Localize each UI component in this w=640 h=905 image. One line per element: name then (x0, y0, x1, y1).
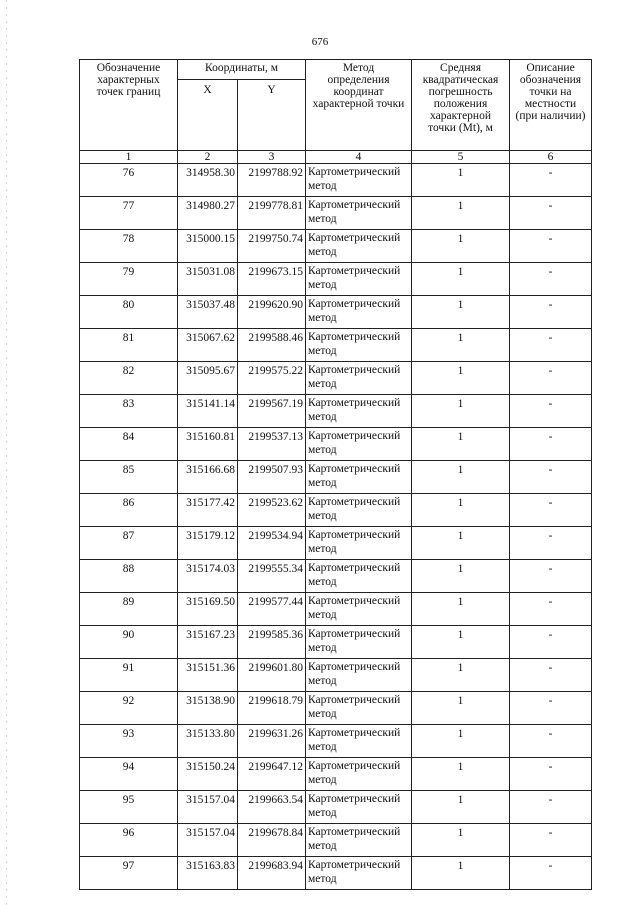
description-cell: - (510, 791, 592, 824)
boundary-points-table (79, 59, 592, 890)
description-cell: - (510, 857, 592, 890)
method-cell (306, 263, 412, 296)
header-precision-line: положения (433, 98, 488, 110)
header-point-line: характерных (97, 74, 160, 86)
y-coordinate-cell: 2199750.74 (238, 230, 306, 263)
header-description (510, 60, 592, 151)
description-cell: - (510, 197, 592, 230)
column-index: 6 (510, 151, 592, 164)
precision-cell: 1 (412, 263, 510, 296)
table-row (80, 197, 592, 230)
column-index: 3 (238, 151, 306, 164)
header-description-line: местности (524, 98, 577, 110)
point-id-cell: 77 (80, 197, 178, 230)
column-index: 4 (306, 151, 412, 164)
point-id-cell: 94 (80, 758, 178, 791)
method-line: метод (308, 444, 337, 456)
y-coordinate-cell: 2199555.34 (238, 560, 306, 593)
table-row (80, 659, 592, 692)
point-id-cell: 81 (80, 329, 178, 362)
description-cell: - (510, 296, 592, 329)
x-coordinate-cell: 315174.03 (178, 560, 238, 593)
method-cell (306, 857, 412, 890)
header-point-line: точек границ (96, 86, 161, 98)
method-line: Картометрический (308, 595, 401, 607)
precision-cell: 1 (412, 692, 510, 725)
method-cell (306, 593, 412, 626)
x-coordinate-cell: 315179.12 (178, 527, 238, 560)
precision-cell: 1 (412, 791, 510, 824)
method-line: Картометрический (308, 397, 401, 409)
method-cell (306, 692, 412, 725)
column-index: 2 (178, 151, 238, 164)
method-line: Картометрический (308, 760, 401, 772)
method-line: метод (308, 279, 337, 291)
method-line: метод (308, 543, 337, 555)
table-row (80, 395, 592, 428)
x-coordinate-cell: 315157.04 (178, 824, 238, 857)
table-row (80, 527, 592, 560)
method-line: метод (308, 609, 337, 621)
description-cell: - (510, 758, 592, 791)
header-precision-line: точки (Mt), м (428, 122, 493, 134)
method-cell (306, 659, 412, 692)
table-row (80, 791, 592, 824)
method-cell (306, 791, 412, 824)
description-cell: - (510, 395, 592, 428)
method-line: Картометрический (308, 265, 401, 277)
table-row (80, 362, 592, 395)
y-coordinate-cell: 2199673.15 (238, 263, 306, 296)
point-id-cell: 78 (80, 230, 178, 263)
precision-cell: 1 (412, 296, 510, 329)
y-coordinate-cell: 2199537.13 (238, 428, 306, 461)
method-cell (306, 329, 412, 362)
method-line: метод (308, 213, 337, 225)
y-coordinate-cell: 2199534.94 (238, 527, 306, 560)
point-id-cell: 97 (80, 857, 178, 890)
x-coordinate-cell: 315000.15 (178, 230, 238, 263)
precision-cell: 1 (412, 725, 510, 758)
precision-cell: 1 (412, 560, 510, 593)
column-index-row (80, 151, 592, 164)
method-line: Картометрический (308, 331, 401, 343)
header-precision-line: Средняя (440, 62, 481, 74)
description-cell: - (510, 692, 592, 725)
method-cell (306, 428, 412, 461)
method-cell (306, 296, 412, 329)
method-line: метод (308, 675, 337, 687)
precision-cell: 1 (412, 824, 510, 857)
method-line: метод (308, 378, 337, 390)
y-coordinate-cell: 2199647.12 (238, 758, 306, 791)
method-line: Картометрический (308, 727, 401, 739)
method-cell (306, 164, 412, 197)
description-cell: - (510, 725, 592, 758)
description-cell: - (510, 461, 592, 494)
header-method-line: определения (327, 74, 390, 86)
x-coordinate-cell: 315157.04 (178, 791, 238, 824)
table-row (80, 560, 592, 593)
y-coordinate-cell: 2199507.93 (238, 461, 306, 494)
header-row-1 (80, 60, 592, 80)
x-coordinate-cell: 315141.14 (178, 395, 238, 428)
table-row (80, 857, 592, 890)
precision-cell: 1 (412, 758, 510, 791)
method-cell (306, 758, 412, 791)
y-coordinate-cell: 2199631.26 (238, 725, 306, 758)
header-y: Y (238, 80, 306, 151)
x-coordinate-cell: 314958.30 (178, 164, 238, 197)
method-line: метод (308, 345, 337, 357)
header-x: X (178, 80, 238, 151)
y-coordinate-cell: 2199575.22 (238, 362, 306, 395)
y-coordinate-cell: 2199523.62 (238, 494, 306, 527)
point-id-cell: 83 (80, 395, 178, 428)
x-coordinate-cell: 315167.23 (178, 626, 238, 659)
x-coordinate-cell: 315138.90 (178, 692, 238, 725)
x-coordinate-cell: 315095.67 (178, 362, 238, 395)
precision-cell: 1 (412, 527, 510, 560)
description-cell: - (510, 560, 592, 593)
method-line: метод (308, 774, 337, 786)
header-point (80, 60, 178, 151)
y-coordinate-cell: 2199588.46 (238, 329, 306, 362)
header-precision (412, 60, 510, 151)
header-method-line: координат (333, 86, 384, 98)
table-row (80, 494, 592, 527)
x-coordinate-cell: 315166.68 (178, 461, 238, 494)
method-line: Картометрический (308, 199, 401, 211)
page-number: 676 (311, 36, 329, 48)
description-cell: - (510, 362, 592, 395)
precision-cell: 1 (412, 428, 510, 461)
method-line: Картометрический (308, 463, 401, 475)
method-line: метод (308, 576, 337, 588)
header-precision-line: характерной (430, 110, 491, 122)
method-line: метод (308, 180, 337, 192)
point-id-cell: 76 (80, 164, 178, 197)
method-cell (306, 395, 412, 428)
header-precision-line: квадратическая (422, 74, 499, 86)
precision-cell: 1 (412, 461, 510, 494)
x-coordinate-cell: 315133.80 (178, 725, 238, 758)
y-coordinate-cell: 2199620.90 (238, 296, 306, 329)
description-cell: - (510, 593, 592, 626)
point-id-cell: 90 (80, 626, 178, 659)
method-line: Картометрический (308, 364, 401, 376)
description-cell: - (510, 494, 592, 527)
method-cell (306, 230, 412, 263)
x-coordinate-cell: 315160.81 (178, 428, 238, 461)
method-line: Картометрический (308, 859, 401, 871)
header-point-line: Обозначение (96, 62, 161, 74)
method-line: Картометрический (308, 793, 401, 805)
y-coordinate-cell: 2199788.92 (238, 164, 306, 197)
table-row (80, 758, 592, 791)
x-coordinate-cell: 315037.48 (178, 296, 238, 329)
description-cell: - (510, 659, 592, 692)
table-row (80, 428, 592, 461)
point-id-cell: 80 (80, 296, 178, 329)
method-line: Картометрический (308, 166, 401, 178)
scan-edge-artifact (6, 0, 7, 905)
method-cell (306, 362, 412, 395)
y-coordinate-cell: 2199585.36 (238, 626, 306, 659)
point-id-cell: 86 (80, 494, 178, 527)
method-line: метод (308, 807, 337, 819)
method-cell (306, 494, 412, 527)
method-line: Картометрический (308, 562, 401, 574)
header-description-line: Описание (526, 62, 575, 74)
x-coordinate-cell: 315067.62 (178, 329, 238, 362)
x-coordinate-cell: 315031.08 (178, 263, 238, 296)
method-cell (306, 626, 412, 659)
table-row (80, 329, 592, 362)
table-row (80, 263, 592, 296)
method-line: Картометрический (308, 232, 401, 244)
point-id-cell: 93 (80, 725, 178, 758)
method-cell (306, 824, 412, 857)
description-cell: - (510, 329, 592, 362)
point-id-cell: 88 (80, 560, 178, 593)
precision-cell: 1 (412, 494, 510, 527)
x-coordinate-cell: 315169.50 (178, 593, 238, 626)
point-id-cell: 82 (80, 362, 178, 395)
method-line: Картометрический (308, 496, 401, 508)
point-id-cell: 79 (80, 263, 178, 296)
x-coordinate-cell: 314980.27 (178, 197, 238, 230)
description-cell: - (510, 824, 592, 857)
y-coordinate-cell: 2199601.80 (238, 659, 306, 692)
point-id-cell: 89 (80, 593, 178, 626)
y-coordinate-cell: 2199567.19 (238, 395, 306, 428)
method-cell (306, 197, 412, 230)
point-id-cell: 87 (80, 527, 178, 560)
method-line: метод (308, 741, 337, 753)
method-line: метод (308, 873, 337, 885)
precision-cell: 1 (412, 857, 510, 890)
x-coordinate-cell: 315151.36 (178, 659, 238, 692)
description-cell: - (510, 230, 592, 263)
point-id-cell: 95 (80, 791, 178, 824)
y-coordinate-cell: 2199678.84 (238, 824, 306, 857)
table-row (80, 593, 592, 626)
method-line: метод (308, 708, 337, 720)
table-row (80, 626, 592, 659)
y-coordinate-cell: 2199663.54 (238, 791, 306, 824)
table-body (80, 60, 592, 890)
description-cell: - (510, 164, 592, 197)
precision-cell: 1 (412, 164, 510, 197)
table-row (80, 824, 592, 857)
method-line: метод (308, 312, 337, 324)
method-line: Картометрический (308, 430, 401, 442)
point-id-cell: 91 (80, 659, 178, 692)
table-row (80, 164, 592, 197)
description-cell: - (510, 263, 592, 296)
precision-cell: 1 (412, 362, 510, 395)
y-coordinate-cell: 2199618.79 (238, 692, 306, 725)
point-id-cell: 85 (80, 461, 178, 494)
method-cell (306, 725, 412, 758)
header-description-line: обозначения (519, 74, 582, 86)
header-coords: Координаты, м (178, 60, 306, 80)
column-index: 1 (80, 151, 178, 164)
method-cell (306, 527, 412, 560)
method-line: Картометрический (308, 628, 401, 640)
precision-cell: 1 (412, 395, 510, 428)
method-line: метод (308, 840, 337, 852)
header-method-line: характерной точки (312, 98, 405, 110)
header-method (306, 60, 412, 151)
description-cell: - (510, 428, 592, 461)
point-id-cell: 84 (80, 428, 178, 461)
table-row (80, 230, 592, 263)
x-coordinate-cell: 315163.83 (178, 857, 238, 890)
table-row (80, 725, 592, 758)
method-line: метод (308, 246, 337, 258)
method-line: метод (308, 411, 337, 423)
y-coordinate-cell: 2199778.81 (238, 197, 306, 230)
header-method-line: Метод (342, 62, 375, 74)
description-cell: - (510, 626, 592, 659)
method-cell (306, 560, 412, 593)
column-index: 5 (412, 151, 510, 164)
precision-cell: 1 (412, 626, 510, 659)
method-line: Картометрический (308, 694, 401, 706)
precision-cell: 1 (412, 659, 510, 692)
precision-cell: 1 (412, 593, 510, 626)
method-line: метод (308, 477, 337, 489)
precision-cell: 1 (412, 230, 510, 263)
header-precision-line: погрешность (428, 86, 493, 98)
description-cell: - (510, 527, 592, 560)
method-line: Картометрический (308, 661, 401, 673)
point-id-cell: 96 (80, 824, 178, 857)
x-coordinate-cell: 315150.24 (178, 758, 238, 791)
method-line: метод (308, 642, 337, 654)
method-cell (306, 461, 412, 494)
y-coordinate-cell: 2199577.44 (238, 593, 306, 626)
method-line: Картометрический (308, 529, 401, 541)
precision-cell: 1 (412, 197, 510, 230)
method-line: Картометрический (308, 298, 401, 310)
y-coordinate-cell: 2199683.94 (238, 857, 306, 890)
table-row (80, 461, 592, 494)
header-description-line: (при наличии) (515, 110, 586, 122)
table-row (80, 692, 592, 725)
table-row (80, 296, 592, 329)
method-line: Картометрический (308, 826, 401, 838)
header-description-line: точки на (529, 86, 572, 98)
method-line: метод (308, 510, 337, 522)
precision-cell: 1 (412, 329, 510, 362)
x-coordinate-cell: 315177.42 (178, 494, 238, 527)
point-id-cell: 92 (80, 692, 178, 725)
